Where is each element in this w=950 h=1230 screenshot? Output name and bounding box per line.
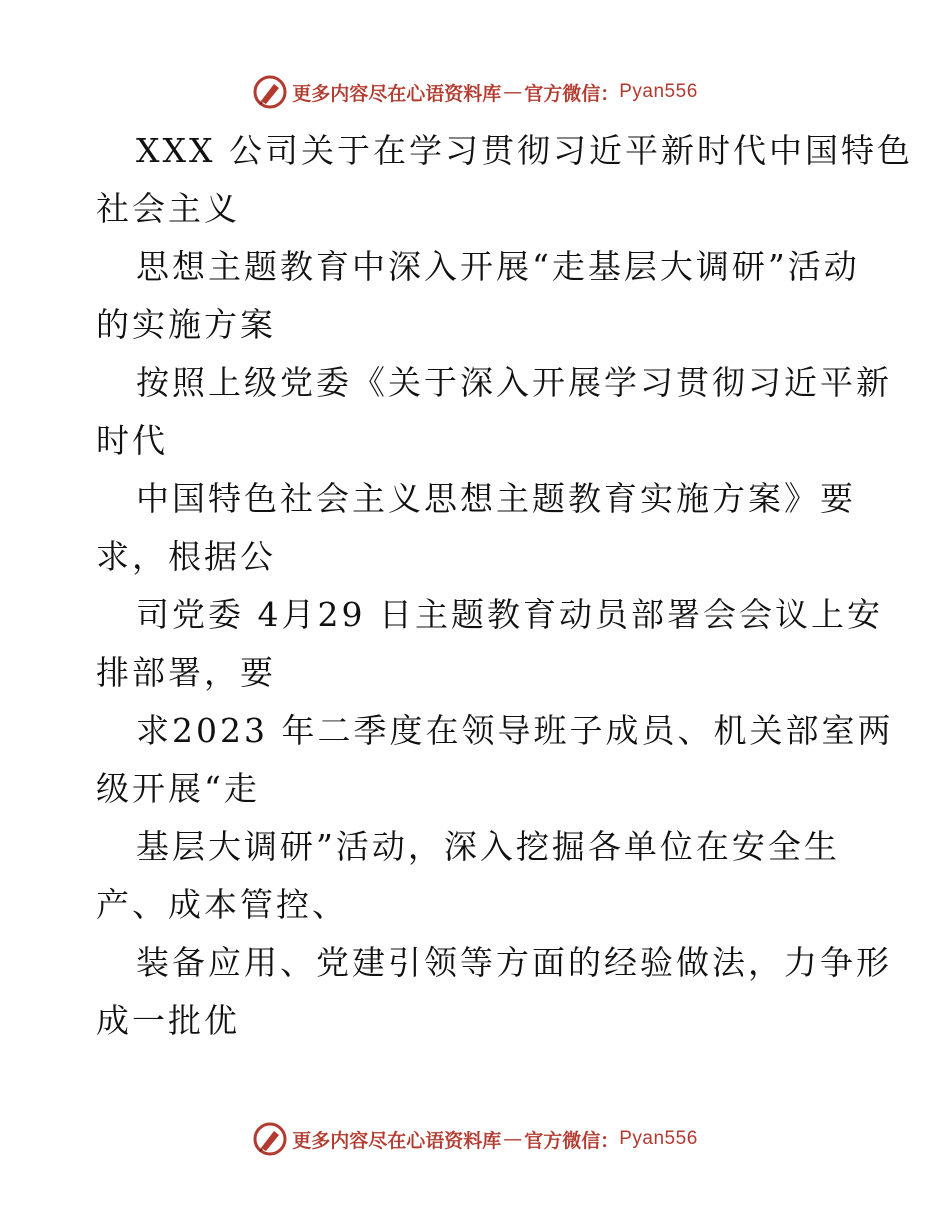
banner-site-text: 更多内容尽在心语资料库 [292,1129,502,1152]
text-line: 的实施方案 [96,305,276,344]
text-line: 成一批优 [96,1001,240,1040]
banner-dash: — [503,81,523,103]
header-watermark-banner [0,72,950,112]
text-line: 按照上级党委《关于深入开展学习贯彻习近平新 [136,363,892,402]
text-line: 基层大调研”活动，深入挖掘各单位在安全生 [136,827,840,866]
text-line: 装备应用、党建引领等方面的经验做法，力争形 [136,943,892,982]
text-line: 求，根据公 [96,537,276,576]
text-line: 中国特色社会主义思想主题教育实施方案》要 [136,479,856,518]
text-line: 社会主义 [96,189,240,228]
banner-wechat-label: 官方微信： [524,82,620,105]
text-line: 级开展“走 [96,769,260,808]
text-line: 时代 [96,421,168,460]
document-body [96,122,913,1050]
text-line: 产、成本管控、 [96,885,348,924]
banner-wechat-label: 官方微信： [524,1129,620,1152]
text-line: 司党委 4月29 日主题教育动员部署会会议上安 [136,595,883,634]
pen-logo-icon [252,1121,288,1157]
banner-wechat-id: Pyan556 [619,1128,698,1149]
footer-watermark-banner [0,1119,950,1159]
text-line: 思想主题教育中深入开展“走基层大调研”活动 [136,247,860,286]
banner-dash: — [503,1128,523,1150]
banner-site-text: 更多内容尽在心语资料库 [292,82,502,105]
text-line: 排部署，要 [96,653,276,692]
text-line: XXX 公司关于在学习贯彻习近平新时代中国特色 [136,131,913,170]
pen-logo-icon [252,74,288,110]
banner-wechat-id: Pyan556 [619,81,698,102]
text-line: 求2023 年二季度在领导班子成员、机关部室两 [136,711,894,750]
